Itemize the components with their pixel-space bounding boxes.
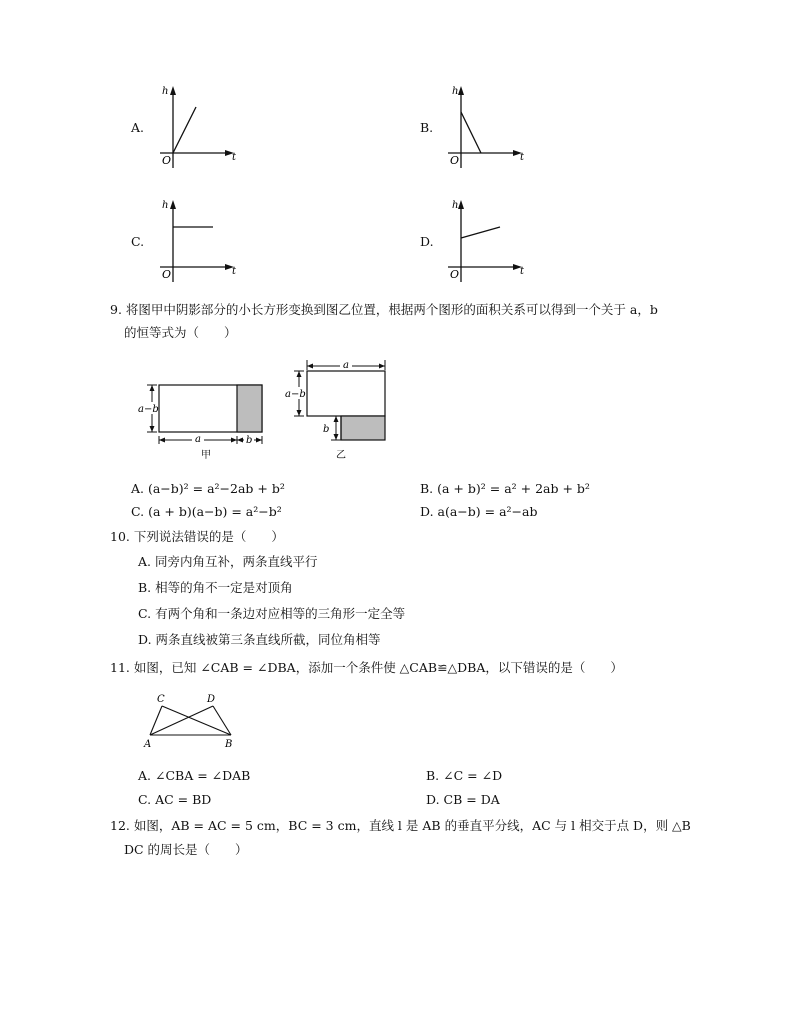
graph-option-b-label: B. xyxy=(420,120,434,135)
graph-c-origin: O xyxy=(162,268,172,281)
q11-figure xyxy=(140,690,240,750)
q11-point-a: A xyxy=(144,739,152,750)
q11-stem: 11. 如图，已知 ∠CAB = ∠DBA，添加一个条件使 △CAB≌△DBA，以下错误的是（ ） xyxy=(110,660,623,675)
graph-b-y-label: h xyxy=(452,86,459,97)
q10-option-c: C. 有两个角和一条边对应相等的三角形一定全等 xyxy=(138,606,406,621)
graph-d-origin: O xyxy=(450,268,460,281)
graph-b-x-label: t xyxy=(520,152,525,163)
q9-stem-line1: 9. 将图甲中阴影部分的小长方形变换到图乙位置，根据两个图形的面积关系可以得到一个关于 a，b xyxy=(110,302,658,317)
q10-stem: 10. 下列说法错误的是（ ） xyxy=(110,529,284,544)
q11-option-d: D. CB = DA xyxy=(426,792,500,807)
q9-option-c: C. (a + b)(a−b) = a²−b² xyxy=(131,504,282,519)
q11-option-c: C. AC = BD xyxy=(138,792,212,807)
q9-figure-yi xyxy=(284,356,394,462)
graph-d-y-label: h xyxy=(452,200,459,211)
q9-jia-a-label: a xyxy=(195,434,201,445)
graph-option-a-label: A. xyxy=(131,120,145,135)
q9-jia-b-label: b xyxy=(246,435,253,446)
q11-point-d: D xyxy=(207,694,216,705)
q9-yi-b-label: b xyxy=(323,424,330,435)
graph-option-d-label: D. xyxy=(420,234,434,249)
q9-yi-side-label: a−b xyxy=(285,389,306,400)
q11-option-b: B. ∠C = ∠D xyxy=(426,768,503,783)
graph-a-origin: O xyxy=(162,154,172,167)
q11-point-c: C xyxy=(157,694,165,705)
q9-figure-jia xyxy=(134,378,274,464)
graph-a xyxy=(150,82,250,174)
q9-jia-side-label: a−b xyxy=(138,404,159,415)
graph-b-origin: O xyxy=(450,154,460,167)
q10-option-a: A. 同旁内角互补，两条直线平行 xyxy=(138,554,318,569)
q9-jia-caption: 甲 xyxy=(201,450,211,461)
q12-stem-line2: DC 的周长是（ ） xyxy=(124,842,248,857)
graph-a-y-label: h xyxy=(162,86,169,97)
graph-a-x-label: t xyxy=(232,152,237,163)
q9-yi-caption: 乙 xyxy=(336,450,346,461)
q9-option-a: A. (a−b)² = a²−2ab + b² xyxy=(131,481,285,496)
graph-option-c-label: C. xyxy=(131,234,145,249)
q9-stem-line2: 的恒等式为（ ） xyxy=(124,325,237,340)
graph-d xyxy=(438,196,538,288)
q9-option-b: B. (a + b)² = a² + 2ab + b² xyxy=(420,481,590,496)
q9-option-d: D. a(a−b) = a²−ab xyxy=(420,504,538,519)
q11-point-b: B xyxy=(225,739,233,750)
q9-yi-top-label: a xyxy=(343,360,349,371)
graph-c xyxy=(150,196,250,288)
q10-option-b: B. 相等的角不一定是对顶角 xyxy=(138,580,293,595)
graph-d-x-label: t xyxy=(520,266,525,277)
graph-b xyxy=(438,82,538,174)
graph-c-y-label: h xyxy=(162,200,169,211)
graph-c-x-label: t xyxy=(232,266,237,277)
q11-option-a: A. ∠CBA = ∠DAB xyxy=(138,768,251,783)
q12-stem-line1: 12. 如图，AB = AC = 5 cm，BC = 3 cm，直线 l 是 AB 的垂直平分线，AC 与 l 相交于点 D，则 △B xyxy=(110,818,691,833)
q10-option-d: D. 两条直线被第三条直线所截，同位角相等 xyxy=(138,632,381,647)
